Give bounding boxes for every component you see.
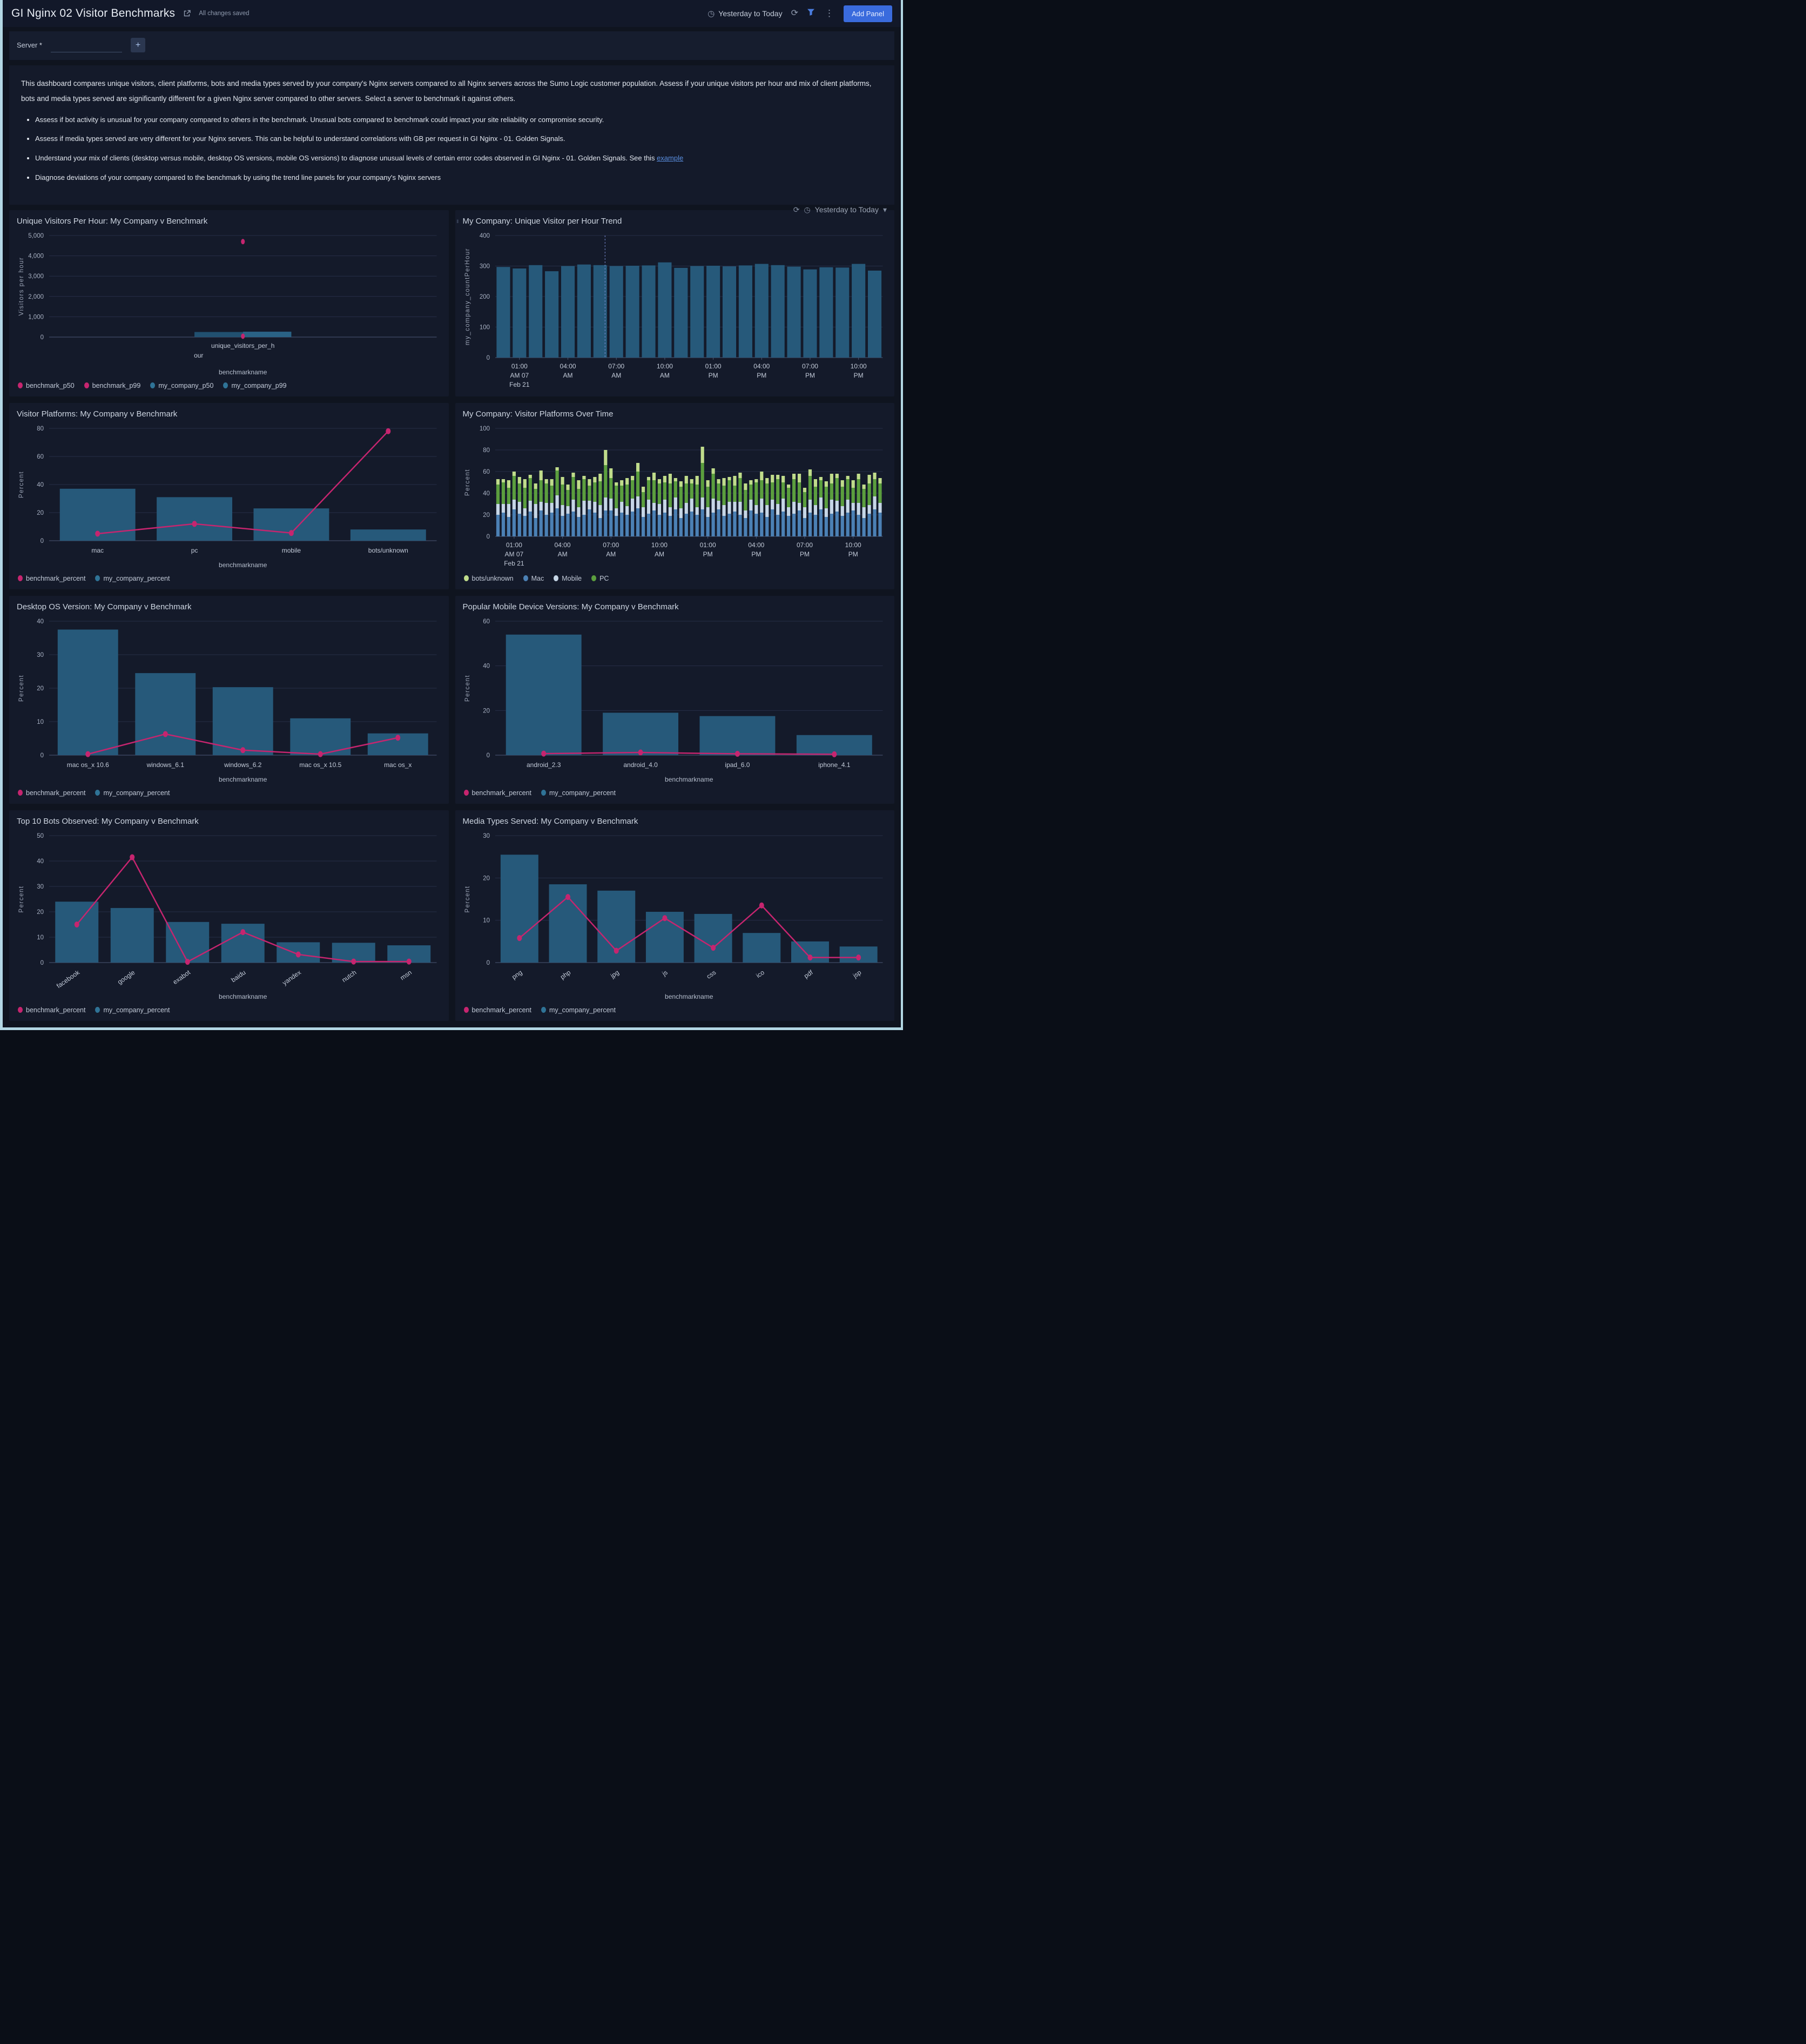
panel-mobile-device-versions — [455, 596, 895, 804]
add-panel-button[interactable]: Add Panel — [844, 5, 892, 22]
svg-text:mac os_x 10.6: mac os_x 10.6 — [66, 761, 109, 769]
panel-top-bots — [9, 810, 449, 1021]
svg-text:css: css — [705, 968, 717, 980]
svg-text:mac os_x: mac os_x — [384, 761, 412, 769]
svg-text:Percent: Percent — [464, 468, 471, 496]
saved-status: All changes saved — [199, 10, 250, 17]
description-bullet: • Assess if media types served are very different for your Nginx servers. This can be helpful to understand correlations with GB per request in GI Nginx - 01. Golden Signals. — [35, 133, 882, 145]
legend-label: benchmark_p99 — [92, 381, 141, 389]
legend-item[interactable] — [18, 382, 75, 389]
legend-dot-icon — [541, 1007, 546, 1013]
panel-title: Visitor Platforms: My Company v Benchmark — [17, 409, 178, 419]
svg-text:Percent: Percent — [464, 674, 471, 702]
svg-text:facebook: facebook — [55, 968, 81, 990]
chart-legend — [15, 571, 446, 585]
svg-text:PM: PM — [805, 371, 815, 379]
legend-label: my_company_percent — [103, 574, 170, 582]
svg-text:windows_6.2: windows_6.2 — [224, 761, 262, 769]
svg-text:60: 60 — [482, 468, 490, 475]
share-icon[interactable] — [183, 9, 191, 18]
svg-text:mobile: mobile — [281, 546, 301, 554]
panel-unique-visitors-per-hour — [9, 210, 449, 396]
svg-text:07:00: 07:00 — [796, 541, 813, 549]
svg-text:benchmarkname: benchmarkname — [219, 992, 267, 1000]
time-range-selector[interactable] — [707, 9, 782, 18]
svg-text:300: 300 — [479, 263, 490, 270]
legend-label: my_company_percent — [103, 1006, 170, 1014]
svg-text:30: 30 — [482, 832, 490, 839]
legend-item[interactable] — [150, 382, 213, 389]
svg-text:4,000: 4,000 — [28, 253, 44, 260]
svg-text:30: 30 — [37, 651, 44, 658]
svg-text:20: 20 — [482, 708, 490, 715]
svg-text:pdf: pdf — [802, 968, 814, 980]
panel-title: My Company: Visitor Platforms Over Time — [462, 409, 614, 419]
required-asterisk: * — [39, 41, 42, 49]
legend-label: bots/unknown — [471, 574, 514, 582]
svg-text:0: 0 — [486, 533, 490, 540]
svg-text:iphone_4.1: iphone_4.1 — [818, 761, 851, 769]
svg-text:PM: PM — [799, 550, 810, 558]
legend-dot-icon — [223, 382, 228, 388]
clock-icon: ◷ — [707, 9, 715, 18]
svg-text:PM: PM — [703, 550, 713, 558]
svg-text:benchmarkname: benchmarkname — [219, 561, 267, 569]
legend-item[interactable] — [95, 575, 170, 582]
svg-text:60: 60 — [482, 618, 490, 625]
svg-text:5,000: 5,000 — [28, 232, 44, 239]
legend-dot-icon — [95, 790, 100, 796]
chart-legend — [15, 378, 446, 392]
legend-label: benchmark_percent — [471, 789, 531, 797]
svg-text:2,000: 2,000 — [28, 293, 44, 300]
svg-text:benchmarkname: benchmarkname — [219, 368, 267, 376]
svg-text:PM: PM — [853, 371, 864, 379]
svg-text:PM: PM — [756, 371, 766, 379]
svg-text:01:00: 01:00 — [506, 541, 522, 549]
legend-dot-icon — [554, 575, 558, 581]
legend-item[interactable] — [84, 382, 141, 389]
legend-item[interactable] — [591, 575, 609, 582]
charts-grid — [3, 205, 901, 1027]
panel-platforms-over-time — [455, 403, 895, 589]
visitor-platforms-chart[interactable] — [15, 422, 446, 571]
svg-text:msn: msn — [399, 968, 413, 982]
svg-text:android_4.0: android_4.0 — [623, 761, 658, 769]
svg-text:20: 20 — [37, 685, 44, 692]
svg-text:0: 0 — [40, 752, 44, 759]
panel-visitor-platforms — [9, 403, 449, 589]
svg-text:jsp: jsp — [851, 968, 862, 980]
svg-text:ico: ico — [754, 968, 766, 980]
svg-text:PM: PM — [708, 371, 718, 379]
legend-label: my_company_p50 — [158, 381, 214, 389]
legend-item[interactable] — [541, 789, 616, 797]
panel-title: My Company: Unique Visitor per Hour Trend — [462, 216, 622, 226]
svg-text:01:00: 01:00 — [705, 362, 722, 370]
svg-text:PM: PM — [751, 550, 761, 558]
svg-text:my_company_countPerHour: my_company_countPerHour — [464, 247, 471, 345]
legend-item[interactable] — [95, 1006, 170, 1014]
svg-text:AM 07: AM 07 — [504, 550, 523, 558]
description-bullet: • Understand your mix of clients (desktop versus mobile, desktop OS versions, mobile OS versions) to diagnose unusual levels of certain error codes observed in GI Nginx - 01. Golden Signals. See this example — [35, 153, 882, 164]
svg-text:20: 20 — [37, 909, 44, 916]
svg-text:jpg: jpg — [609, 968, 621, 980]
legend-label: benchmark_percent — [26, 574, 86, 582]
visitor-trend-chart[interactable] — [461, 229, 892, 392]
legend-dot-icon — [464, 575, 469, 581]
svg-text:PM: PM — [848, 550, 858, 558]
legend-dot-icon — [84, 382, 89, 388]
svg-text:10:00: 10:00 — [656, 362, 673, 370]
svg-text:php: php — [558, 968, 572, 981]
svg-text:0: 0 — [40, 334, 44, 341]
svg-text:20: 20 — [482, 512, 490, 519]
svg-text:04:00: 04:00 — [560, 362, 576, 370]
svg-text:07:00: 07:00 — [801, 362, 818, 370]
legend-label: my_company_p99 — [231, 381, 287, 389]
svg-text:30: 30 — [37, 883, 44, 890]
unique-visitors-chart[interactable] — [15, 229, 446, 378]
svg-text:10: 10 — [482, 917, 490, 924]
dashboard-header — [3, 0, 901, 27]
svg-text:baidu: baidu — [230, 968, 247, 984]
legend-dot-icon — [150, 382, 155, 388]
panel-title: Media Types Served: My Company v Benchmark — [462, 816, 638, 826]
svg-text:20: 20 — [482, 875, 490, 882]
legend-item[interactable] — [464, 1006, 531, 1014]
kebab-menu-icon[interactable]: ⋮ — [825, 8, 834, 18]
legend-dot-icon — [464, 790, 469, 796]
panel-desktop-os-version — [9, 596, 449, 804]
desktop-os-chart[interactable] — [15, 615, 446, 785]
example-link[interactable]: example — [657, 154, 684, 163]
platforms-over-time-chart[interactable] — [461, 422, 892, 571]
svg-text:benchmarkname: benchmarkname — [664, 992, 713, 1000]
chart-legend — [15, 785, 446, 799]
clock-icon: ◷ — [804, 205, 811, 214]
description-bullet: • Assess if bot activity is unusual for your company compared to others in the benchmark. Unusual bots compared to benchmark could impact your site reliability or compromise security. — [35, 115, 882, 126]
svg-text:AM 07: AM 07 — [510, 371, 529, 379]
svg-text:Visitors per hour: Visitors per hour — [18, 257, 25, 316]
panel-time-range-label: Yesterday to Today — [814, 205, 879, 214]
svg-text:AM: AM — [611, 371, 621, 379]
panel-unique-visitor-trend — [455, 205, 895, 396]
legend-item[interactable] — [18, 575, 85, 582]
legend-label: benchmark_percent — [471, 1006, 531, 1014]
legend-item[interactable] — [18, 1006, 85, 1014]
svg-text:40: 40 — [482, 490, 490, 497]
filter-bar — [9, 31, 894, 60]
panel-title: Popular Mobile Device Versions: My Company v Benchmark — [462, 602, 679, 611]
svg-text:AM: AM — [659, 371, 670, 379]
svg-text:Percent: Percent — [464, 885, 471, 913]
chart-legend — [461, 1003, 892, 1017]
legend-dot-icon — [18, 575, 23, 581]
svg-text:AM: AM — [654, 550, 664, 558]
legend-label: benchmark_percent — [26, 1006, 86, 1014]
svg-text:40: 40 — [37, 858, 44, 865]
media-types-chart[interactable] — [461, 829, 892, 1003]
svg-text:1,000: 1,000 — [28, 314, 44, 321]
legend-item[interactable] — [523, 575, 544, 582]
add-filter-value-button[interactable]: + — [131, 38, 145, 52]
svg-text:400: 400 — [479, 232, 490, 239]
legend-dot-icon — [591, 575, 596, 581]
panel-media-types — [455, 810, 895, 1021]
svg-text:Feb 21: Feb 21 — [503, 559, 524, 567]
svg-text:04:00: 04:00 — [753, 362, 770, 370]
svg-text:Feb 21: Feb 21 — [509, 380, 530, 388]
svg-text:60: 60 — [37, 453, 44, 460]
page-title: GI Nginx 02 Visitor Benchmarks — [11, 7, 176, 19]
legend-item[interactable] — [554, 575, 582, 582]
svg-text:png: png — [510, 968, 524, 981]
svg-text:pc: pc — [191, 546, 198, 554]
svg-text:50: 50 — [37, 832, 44, 839]
svg-text:80: 80 — [37, 425, 44, 432]
filter-icon[interactable] — [807, 8, 815, 19]
svg-text:200: 200 — [479, 293, 490, 300]
svg-text:80: 80 — [482, 447, 490, 454]
chart-legend — [461, 571, 892, 585]
svg-text:10: 10 — [37, 934, 44, 941]
svg-text:0: 0 — [40, 959, 44, 966]
svg-text:nutch: nutch — [340, 968, 358, 984]
svg-text:01:00: 01:00 — [511, 362, 528, 370]
legend-label: benchmark_p50 — [26, 381, 75, 389]
description-bullet: • Diagnose deviations of your company compared to the benchmark by using the trend line panels for your company's Nginx servers — [35, 172, 882, 184]
legend-item[interactable] — [95, 789, 170, 797]
svg-text:100: 100 — [479, 324, 490, 331]
mobile-device-chart[interactable] — [461, 615, 892, 785]
legend-label: benchmark_percent — [26, 789, 86, 797]
svg-text:100: 100 — [479, 425, 490, 432]
svg-text:js: js — [660, 968, 669, 978]
svg-text:our: our — [194, 351, 204, 359]
svg-text:AM: AM — [557, 550, 568, 558]
svg-text:40: 40 — [37, 481, 44, 488]
svg-text:Percent: Percent — [18, 885, 25, 913]
legend-label: Mac — [531, 574, 544, 582]
svg-text:google: google — [116, 968, 137, 986]
svg-text:yandex: yandex — [281, 968, 302, 987]
svg-text:exabot: exabot — [171, 968, 192, 986]
description-paragraph: This dashboard compares unique visitors, client platforms, bots and media types served by your company's Nginx servers compared to all Nginx servers across the Sumo Logic customer population. Assess if your unique visitors per hour and mix of client platforms, bots and media types served are significantly different for a given Nginx server compared to other servers. Select a server to benchmark it against others. — [21, 79, 872, 103]
svg-text:android_2.3: android_2.3 — [526, 761, 561, 769]
svg-text:unique_visitors_per_h: unique_visitors_per_h — [211, 341, 275, 349]
refresh-icon[interactable]: ⟳ — [793, 205, 800, 214]
chart-legend — [461, 785, 892, 799]
legend-item[interactable] — [464, 789, 531, 797]
legend-item[interactable] — [464, 575, 514, 582]
dashboard-description-panel — [9, 65, 894, 205]
svg-text:Percent: Percent — [18, 470, 25, 498]
legend-dot-icon — [18, 382, 23, 388]
time-range-label: Yesterday to Today — [718, 9, 783, 18]
svg-text:20: 20 — [37, 509, 44, 516]
svg-text:0: 0 — [486, 959, 490, 966]
svg-text:10:00: 10:00 — [845, 541, 861, 549]
svg-text:windows_6.1: windows_6.1 — [146, 761, 184, 769]
legend-item[interactable] — [223, 382, 286, 389]
svg-text:AM: AM — [605, 550, 616, 558]
legend-label: my_company_percent — [549, 789, 616, 797]
legend-dot-icon — [523, 575, 528, 581]
legend-label: Mobile — [562, 574, 582, 582]
svg-text:01:00: 01:00 — [699, 541, 716, 549]
legend-dot-icon — [541, 790, 546, 796]
legend-label: my_company_percent — [103, 789, 170, 797]
svg-text:0: 0 — [486, 354, 490, 361]
panel-title: Unique Visitors Per Hour: My Company v Benchmark — [17, 216, 208, 226]
top-bots-chart[interactable] — [15, 829, 446, 1003]
chevron-down-icon: ▾ — [882, 205, 887, 214]
svg-text:10:00: 10:00 — [850, 362, 867, 370]
svg-text:04:00: 04:00 — [747, 541, 764, 549]
svg-text:0: 0 — [486, 752, 490, 759]
panel-drag-handle[interactable]: ‖ — [456, 218, 460, 224]
svg-text:0: 0 — [40, 537, 44, 544]
svg-text:mac: mac — [91, 546, 104, 554]
server-filter-label: Server * — [17, 41, 42, 49]
legend-item[interactable] — [541, 1006, 616, 1014]
svg-text:07:00: 07:00 — [608, 362, 624, 370]
legend-dot-icon — [95, 575, 100, 581]
svg-text:40: 40 — [37, 618, 44, 625]
svg-text:10: 10 — [37, 718, 44, 725]
svg-text:benchmarkname: benchmarkname — [664, 775, 713, 783]
server-input[interactable] — [51, 41, 122, 52]
panel-title: Desktop OS Version: My Company v Benchmark — [17, 602, 192, 611]
svg-text:AM: AM — [563, 371, 573, 379]
svg-text:ipad_6.0: ipad_6.0 — [724, 761, 750, 769]
legend-dot-icon — [18, 790, 23, 796]
legend-dot-icon — [464, 1007, 469, 1013]
svg-text:mac os_x 10.5: mac os_x 10.5 — [299, 761, 342, 769]
legend-dot-icon — [95, 1007, 100, 1013]
svg-text:10:00: 10:00 — [651, 541, 668, 549]
panel-time-range-overlay[interactable] — [793, 205, 887, 219]
svg-text:bots/unknown: bots/unknown — [368, 546, 408, 554]
legend-dot-icon — [18, 1007, 23, 1013]
legend-label: my_company_percent — [549, 1006, 616, 1014]
svg-text:benchmarkname: benchmarkname — [219, 775, 267, 783]
svg-text:40: 40 — [482, 663, 490, 670]
legend-item[interactable] — [18, 789, 85, 797]
panel-title: Top 10 Bots Observed: My Company v Benchmark — [17, 816, 199, 826]
svg-text:04:00: 04:00 — [554, 541, 571, 549]
chart-legend — [15, 1003, 446, 1017]
svg-text:3,000: 3,000 — [28, 273, 44, 280]
dashboard-page — [0, 0, 903, 1030]
svg-text:07:00: 07:00 — [602, 541, 619, 549]
legend-label: PC — [599, 574, 609, 582]
svg-text:Percent: Percent — [18, 674, 25, 702]
refresh-icon[interactable]: ⟳ — [791, 9, 798, 18]
